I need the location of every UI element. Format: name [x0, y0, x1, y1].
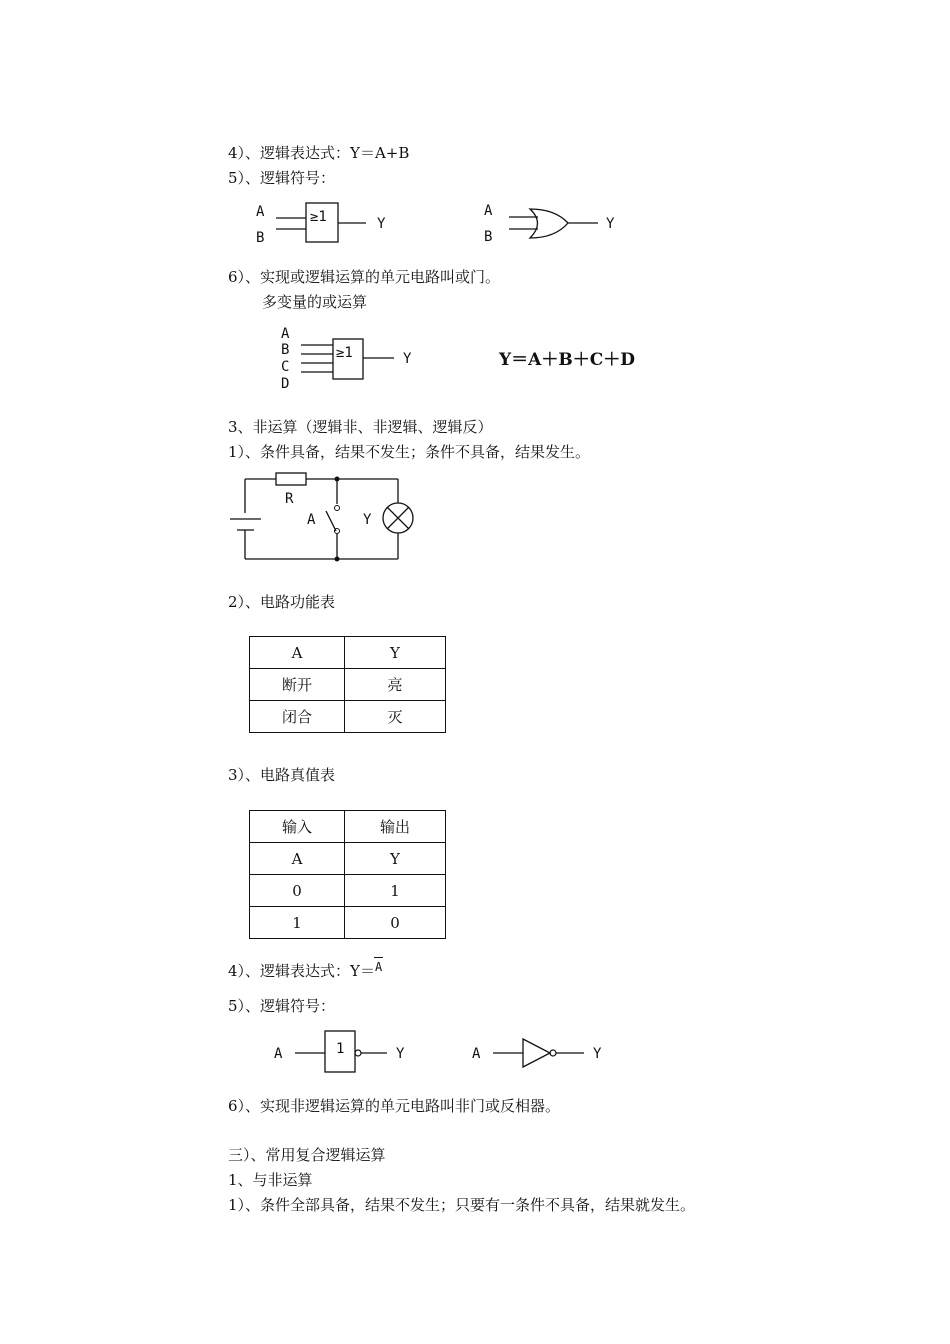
switch-label: A	[307, 512, 316, 528]
not-gate-label: 1	[336, 1041, 345, 1057]
truth-table-cell: 0	[345, 907, 446, 939]
not-condition-text: 1）、条件具备，结果不发生；条件不具备，结果发生。	[228, 443, 591, 461]
not-symbol-heading: 5）、逻辑符号：	[228, 997, 336, 1015]
function-table-header-a: A	[250, 637, 345, 669]
multi-or-input-d: D	[281, 376, 290, 392]
or2-input-b-label: B	[484, 229, 493, 245]
lamp-label: Y	[363, 512, 372, 528]
nand-heading: 1、与非运算	[228, 1171, 313, 1189]
a-bar-variable: A	[374, 960, 383, 974]
multi-or-input-a: A	[281, 326, 290, 342]
not-output-label: Y	[396, 1046, 405, 1062]
function-table-header-y: Y	[345, 637, 446, 669]
multi-or-gate-label: ≥1	[336, 345, 353, 361]
multi-variable-or-heading: 多变量的或运算	[262, 293, 368, 311]
multi-or-output: Y	[403, 351, 412, 367]
multi-or-input-c: C	[281, 359, 290, 375]
logic-expression-not-text: 4）、逻辑表达式：Y＝	[228, 962, 375, 980]
or-output-label: Y	[377, 216, 386, 232]
not-bubble	[355, 1050, 361, 1056]
not-input-label: A	[274, 1046, 283, 1062]
logic-symbol-heading: 5）、逻辑符号：	[228, 169, 336, 187]
truth-table-cell: 1	[250, 907, 345, 939]
compound-logic-heading: 三）、常用复合逻辑运算	[228, 1146, 386, 1164]
truth-table-cell: 0	[250, 875, 345, 907]
truth-table-header-output: 输出	[345, 811, 446, 843]
function-table-cell: 断开	[250, 669, 345, 701]
inverter-output-label: Y	[593, 1046, 602, 1062]
multi-or-expression: Y＝A＋B＋C＋D	[499, 350, 635, 370]
or2-input-a-label: A	[484, 203, 493, 219]
resistor-label: R	[285, 491, 294, 507]
truth-table-subheader-a: A	[250, 843, 345, 875]
or-gate-label: ≥1	[310, 209, 327, 225]
truth-table-subheader-y: Y	[345, 843, 446, 875]
or-input-b-label: B	[256, 230, 265, 246]
inverter-triangle	[523, 1039, 550, 1067]
or-gate-definition: 6）、实现或逻辑运算的单元电路叫或门。	[228, 268, 501, 286]
function-table-heading: 2）、电路功能表	[228, 593, 336, 611]
or2-output-label: Y	[606, 216, 615, 232]
function-table-cell: 闭合	[250, 701, 345, 733]
truth-table-cell: 1	[345, 875, 446, 907]
multi-or-input-b: B	[281, 342, 290, 358]
not-gate-definition: 6）、实现非逻辑运算的单元电路叫非门或反相器。	[228, 1097, 561, 1115]
logic-expression-or: 4）、逻辑表达式：Y＝A+B	[228, 144, 410, 162]
truth-table-heading: 3）、电路真值表	[228, 766, 336, 784]
not-operation-heading: 3、非运算（逻辑非、非逻辑、逻辑反）	[228, 418, 493, 436]
nand-condition-text: 1）、条件全部具备，结果不发生；只要有一条件不具备，结果就发生。	[228, 1196, 696, 1214]
function-table-cell: 亮	[345, 669, 446, 701]
truth-table-header-input: 输入	[250, 811, 345, 843]
inverter-input-label: A	[472, 1046, 481, 1062]
or-input-a-label: A	[256, 204, 265, 220]
function-table-cell: 灭	[345, 701, 446, 733]
